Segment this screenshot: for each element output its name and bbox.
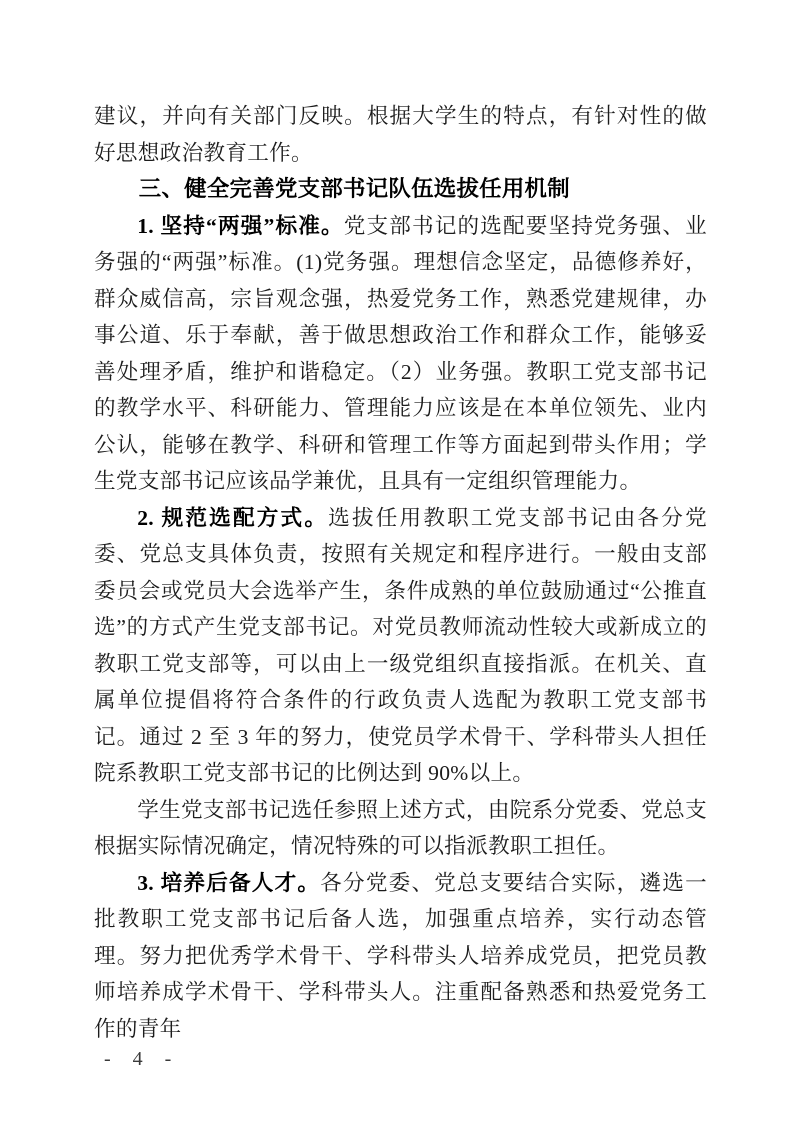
page-text-block bbox=[94, 98, 707, 1047]
item-1-lead: 1. 坚持“两强”标准。 bbox=[137, 213, 344, 238]
page-number: - 4 - bbox=[104, 1048, 176, 1070]
section-heading: 三、健全完善党支部书记队伍选拔任用机制 bbox=[138, 176, 570, 201]
paragraph-student-secretaries: 学生党支部书记选任参照上述方式，由院系分党委、党总支根据实际情况确定，情况特殊的可以指派教职工担任。 bbox=[94, 797, 707, 858]
item-2-lead: 2. 规范选配方式。 bbox=[137, 505, 329, 530]
paragraph-item-1 bbox=[94, 208, 707, 500]
item-1-body: 党支部书记的选配要坚持党务强、业务强的“两强”标准。(1)党务强。理想信念坚定，品德修养好，群众威信高，宗旨观念强，热爱党务工作，熟悉党建规律，办事公道、乐于奉献，善于做思想政治工作和群众工作，能够妥善处理矛盾，维护和谐稳定。（2）业务强。教职工党支部书记的教学水平、科研能力、管理能力应该是在本单位领先、业内公认，能够在教学、科研和管理工作等方面起到带头作用；学生党支部书记应该品学兼优，且具有一定组织管理能力。 bbox=[94, 213, 707, 493]
paragraph-item-3 bbox=[94, 865, 707, 1048]
paragraph-item-2 bbox=[94, 500, 707, 792]
item-3-body: 各分党委、党总支要结合实际，遴选一批教职工党支部书记后备人选，加强重点培养，实行动态管理。努力把优秀学术骨干、学科带头人培养成党员，把党员教师培养成学术骨干、学科带头人。注重配备熟悉和热爱党务工作的青年 bbox=[94, 870, 707, 1041]
item-2-body: 选拔任用教职工党支部书记由各分党委、党总支具体负责，按照有关规定和程序进行。一般由支部委员会或党员大会选举产生，条件成熟的单位鼓励通过“公推直选”的方式产生党支部书记。对党员教师流动性较大或新成立的教职工党支部等，可以由上一级党组织直接指派。在机关、直属单位提倡将符合条件的行政负责人选配为教职工党支部书记。通过 2 至 3 年的努力，使党员学术骨干、学科带头人担任院系教职工党支部书记的比例达到 90%以上。 bbox=[94, 505, 707, 785]
item-3-lead: 3. 培养后备人才。 bbox=[137, 870, 321, 895]
paragraph-continuation: 建议，并向有关部门反映。根据大学生的特点，有针对性的做好思想政治教育工作。 bbox=[94, 104, 707, 165]
